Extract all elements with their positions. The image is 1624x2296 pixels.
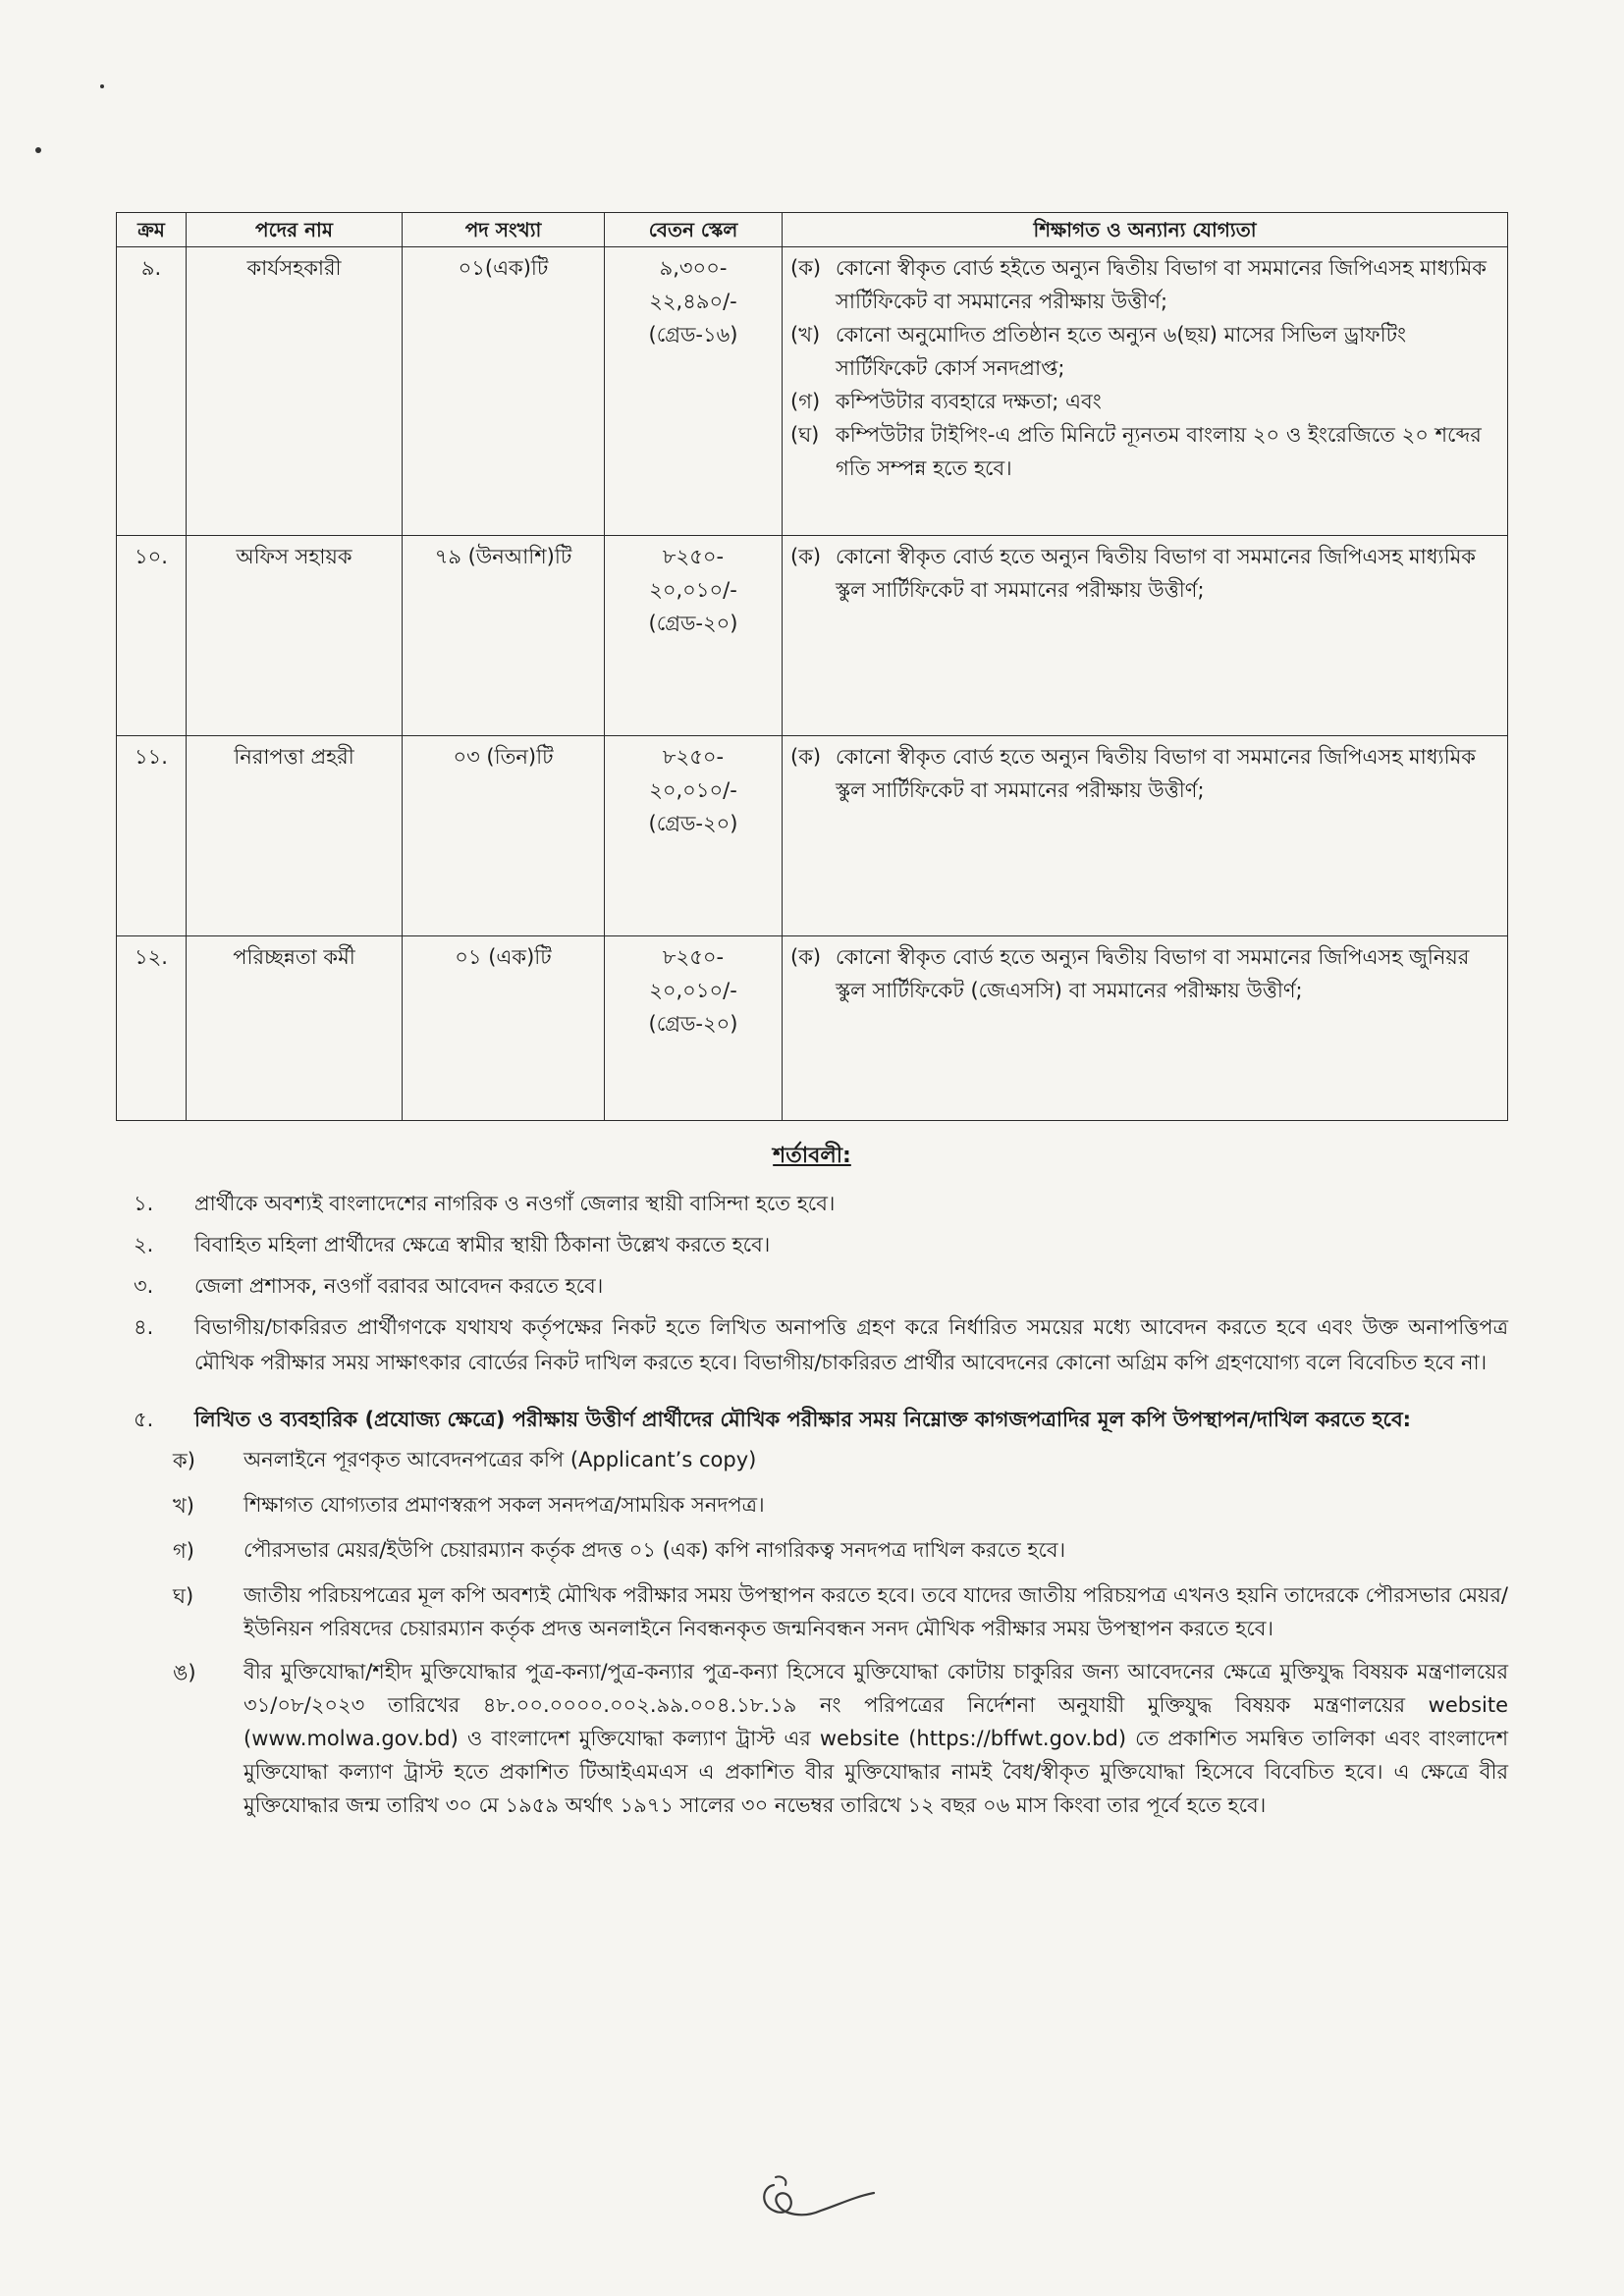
- row-qualification: [783, 536, 1508, 736]
- header-qualification: শিক্ষাগত ও অন্যান্য যোগ্যতা: [783, 213, 1508, 247]
- header-pay-scale: বেতন স্কেল: [605, 213, 783, 247]
- table-row: [117, 936, 1508, 1121]
- condition-item-documents: [134, 1402, 1508, 1437]
- document-label: ক): [173, 1449, 195, 1472]
- pay-scale-line: ৮২৫০-: [662, 945, 725, 969]
- row-pay-scale: [605, 936, 783, 1121]
- pay-scale-line: ২০,০১০/-: [649, 578, 737, 602]
- condition-number: ৫.: [134, 1408, 154, 1431]
- row-post-name: অফিস সহায়ক: [187, 536, 403, 736]
- table-header-row: [117, 213, 1508, 247]
- condition-item: [134, 1268, 1508, 1304]
- document-text: শিক্ষাগত যোগ্যতার প্রমাণস্বরূপ সকল সনদপত্র/সাময়িক সনদপত্র।: [244, 1493, 765, 1517]
- scan-speck: [35, 147, 41, 153]
- conditions-list: [134, 1186, 1508, 1832]
- document-item: [173, 1533, 1508, 1569]
- qualification-label: (ক): [790, 256, 822, 280]
- document-label: ঙ): [173, 1661, 196, 1684]
- qualification-label: (ক): [790, 745, 822, 769]
- condition-text: লিখিত ও ব্যবহারিক (প্রযোজ্য ক্ষেত্রে) পরীক্ষায় উত্তীর্ণ প্রার্থীদের মৌখিক পরীক্ষার সময় নিম্নোক্ত কাগজপত্রাদির মূল কপি উপস্থাপন/দাখিল করতে হবে:: [194, 1408, 1412, 1431]
- row-pay-scale: [605, 536, 783, 736]
- pay-scale-line: (গ্রেড-২০): [648, 612, 738, 635]
- qualification-item: [790, 385, 1499, 418]
- condition-number: ১.: [134, 1192, 154, 1215]
- row-post-name: কার্যসহকারী: [187, 247, 403, 536]
- condition-item: [134, 1227, 1508, 1262]
- condition-item: [134, 1309, 1508, 1380]
- qualification-item: [790, 251, 1499, 318]
- qualification-text: কোনো স্বীকৃত বোর্ড হইতে অন্যুন দ্বিতীয় বিভাগ বা সমমানের জিপিএসহ মাধ্যমিক সার্টিফিকেট বা সমমানের পরীক্ষায় উত্তীর্ণ;: [836, 256, 1487, 313]
- condition-number: ২.: [134, 1233, 154, 1256]
- qualification-text: কম্পিউটার টাইপিং-এ প্রতি মিনিটে ন্যূনতম বাংলায় ২০ ও ইংরেজিতে ২০ শব্দের গতি সম্পন্ন হতে হবে।: [836, 423, 1482, 480]
- table-row: [117, 536, 1508, 736]
- pay-scale-line: (গ্রেড-২০): [648, 1012, 738, 1036]
- posts-table: [116, 212, 1508, 1121]
- row-serial: ১০.: [117, 536, 187, 736]
- condition-text: বিবাহিত মহিলা প্রার্থীদের ক্ষেত্রে স্বামীর স্থায়ী ঠিকানা উল্লেখ করতে হবে।: [194, 1233, 771, 1256]
- scan-speck: [100, 84, 104, 88]
- row-post-count: ০১ (এক)টি: [403, 936, 605, 1121]
- condition-text: বিভাগীয়/চাকরিরত প্রার্থীগণকে যথাযথ কর্তৃপক্ষের নিকট হতে লিখিত অনাপত্তি গ্রহণ করে নির্ধারিত সময়ের মধ্যে আবেদন করতে হবে এবং উক্ত অনাপত্তিপত্র মৌখিক পরীক্ষার সময় সাক্ষাৎকার বোর্ডের নিকট দাখিল করতে হবে। বিভাগীয়/চাকরিরত প্রার্থীর আবেদনের কোনো অগ্রিম কপি গ্রহণযোগ্য বলে বিবেচিত হবে না।: [194, 1315, 1508, 1374]
- qualification-item: [790, 540, 1499, 607]
- table-row: [117, 736, 1508, 936]
- row-post-name: নিরাপত্তা প্রহরী: [187, 736, 403, 936]
- qualification-label: (ক): [790, 945, 822, 969]
- document-text: অনলাইনে পূরণকৃত আবেদনপত্রের কপি (Applicant’s copy): [244, 1448, 757, 1471]
- row-pay-scale: [605, 247, 783, 536]
- condition-text: জেলা প্রশাসক, নওগাঁ বরাবর আবেদন করতে হবে।: [194, 1274, 604, 1298]
- qualification-item: [790, 940, 1499, 1007]
- header-post-name: পদের নাম: [187, 213, 403, 247]
- row-post-count: ০৩ (তিন)টি: [403, 736, 605, 936]
- document-text: বীর মুক্তিযোদ্ধা/শহীদ মুক্তিযোদ্ধার পুত্র-কন্যা/পুত্র-কন্যার পুত্র-কন্যা হিসেবে মুক্তিযোদ্ধা কোটায় চাকুরির জন্য আবেদনের ক্ষেত্রে মুক্তিযুদ্ধ বিষয়ক মন্ত্রণালয়ের ৩১/০৮/২০২৩ তারিখের ৪৮.০০.০০০০.০০২.৯৯.০০৪.১৮.১৯ নং পরিপত্রের নির্দেশনা অনুযায়ী মুক্তিযুদ্ধ বিষয়ক মন্ত্রণালয়ের website (www.molwa.gov.bd) ও বাংলাদেশ মুক্তিযোদ্ধা কল্যাণ ট্রাস্ট এর website (https://bffwt.gov.bd) তে প্রকাশিত সমন্বিত তালিকা এবং বাংলাদেশ মুক্তিযোদ্ধা কল্যাণ ট্রাস্ট হতে প্রকাশিত টিআইএমএস এ প্রকাশিত বীর মুক্তিযোদ্ধার নামই বৈধ/স্বীকৃত মুক্তিযোদ্ধা হিসেবে বিবেচিত হবে। এ ক্ষেত্রে বীর মুক্তিযোদ্ধার জন্ম তারিখ ৩০ মে ১৯৫৯ অর্থাৎ ১৯৭১ সালের ৩০ নভেম্বর তারিখে ১২ বছর ০৬ মাস কিংবা তার পূর্বে হতে হবে।: [244, 1660, 1508, 1817]
- qualification-text: কম্পিউটার ব্যবহারে দক্ষতা; এবং: [836, 390, 1102, 413]
- document-label: ঘ): [173, 1584, 194, 1608]
- qualification-label: (ক): [790, 545, 822, 568]
- document-item: [173, 1443, 1508, 1478]
- pay-scale-line: (গ্রেড-১৬): [648, 323, 738, 347]
- document-item: [173, 1488, 1508, 1523]
- table-row: [117, 247, 1508, 536]
- row-serial: ১১.: [117, 736, 187, 936]
- document-item: [173, 1655, 1508, 1822]
- qualification-label: (ঘ): [790, 423, 820, 447]
- document-label: গ): [173, 1539, 194, 1563]
- condition-number: ৪.: [134, 1315, 154, 1339]
- pay-scale-line: ২০,০১০/-: [649, 979, 737, 1002]
- pay-scale-line: ২২,৪৯০/-: [649, 290, 737, 313]
- row-post-name: পরিচ্ছন্নতা কর্মী: [187, 936, 403, 1121]
- row-post-count: ০১(এক)টি: [403, 247, 605, 536]
- pay-scale-line: ৯,৩০০-: [659, 256, 728, 280]
- qualification-item: [790, 740, 1499, 807]
- qualification-label: (গ): [790, 390, 821, 413]
- conditions-heading: শর্তাবলী:: [773, 1144, 851, 1168]
- condition-item: [134, 1186, 1508, 1221]
- document-item: [173, 1578, 1508, 1645]
- pay-scale-line: ২০,০১০/-: [649, 778, 737, 802]
- row-serial: ১২.: [117, 936, 187, 1121]
- header-serial: ক্রম: [117, 213, 187, 247]
- row-qualification: [783, 247, 1508, 536]
- document-text: জাতীয় পরিচয়পত্রের মূল কপি অবশ্যই মৌখিক পরীক্ষার সময় উপস্থাপন করতে হবে। তবে যাদের জাতীয় পরিচয়পত্র এখনও হয়নি তাদেরকে পৌরসভার মেয়র/ইউনিয়ন পরিষদের চেয়ারম্যান কর্তৃক প্রদত্ত অনলাইনে নিবন্ধনকৃত জন্মনিবন্ধন সনদ মৌখিক পরীক্ষার সময় উপস্থাপন করতে হবে।: [244, 1583, 1508, 1640]
- document-text: পৌরসভার মেয়র/ইউপি চেয়ারম্যান কর্তৃক প্রদত্ত ০১ (এক) কপি নাগরিকত্ব সনদপত্র দাখিল করতে হবে।: [244, 1538, 1066, 1562]
- qualification-item: [790, 318, 1499, 385]
- pay-scale-line: (গ্রেড-২০): [648, 812, 738, 835]
- qualification-text: কোনো স্বীকৃত বোর্ড হতে অন্যুন দ্বিতীয় বিভাগ বা সমমানের জিপিএসহ জুনিয়র স্কুল সার্টিফিকেট (জেএসসি) বা সমমানের পরীক্ষায় উত্তীর্ণ;: [836, 945, 1470, 1002]
- row-qualification: [783, 736, 1508, 936]
- document-label: খ): [173, 1494, 194, 1518]
- row-qualification: [783, 936, 1508, 1121]
- pay-scale-line: ৮২৫০-: [662, 745, 725, 769]
- required-documents-list: [173, 1443, 1508, 1822]
- qualification-text: কোনো অনুমোদিত প্রতিষ্ঠান হতে অন্যুন ৬(ছয়) মাসের সিভিল ড্রাফটিং সার্টিফিকেট কোর্স সনদপ্রাপ্ত;: [836, 323, 1407, 380]
- qualification-text: কোনো স্বীকৃত বোর্ড হতে অন্যুন দ্বিতীয় বিভাগ বা সমমানের জিপিএসহ মাধ্যমিক স্কুল সার্টিফিকেট বা সমমানের পরীক্ষায় উত্তীর্ণ;: [836, 545, 1476, 602]
- row-pay-scale: [605, 736, 783, 936]
- condition-number: ৩.: [134, 1274, 154, 1298]
- qualification-item: [790, 418, 1499, 485]
- row-serial: ৯.: [117, 247, 187, 536]
- qualification-label: (খ): [790, 323, 821, 347]
- header-post-count: পদ সংখ্যা: [403, 213, 605, 247]
- condition-text: প্রার্থীকে অবশ্যই বাংলাদেশের নাগরিক ও নওগাঁ জেলার স্থায়ী বাসিন্দা হতে হবে।: [194, 1192, 836, 1215]
- signature-mark: [752, 2167, 880, 2226]
- row-post-count: ৭৯ (উনআশি)টি: [403, 536, 605, 736]
- pay-scale-line: ৮২৫০-: [662, 545, 725, 568]
- qualification-text: কোনো স্বীকৃত বোর্ড হতে অন্যুন দ্বিতীয় বিভাগ বা সমমানের জিপিএসহ মাধ্যমিক স্কুল সার্টিফিকেট বা সমমানের পরীক্ষায় উত্তীর্ণ;: [836, 745, 1476, 802]
